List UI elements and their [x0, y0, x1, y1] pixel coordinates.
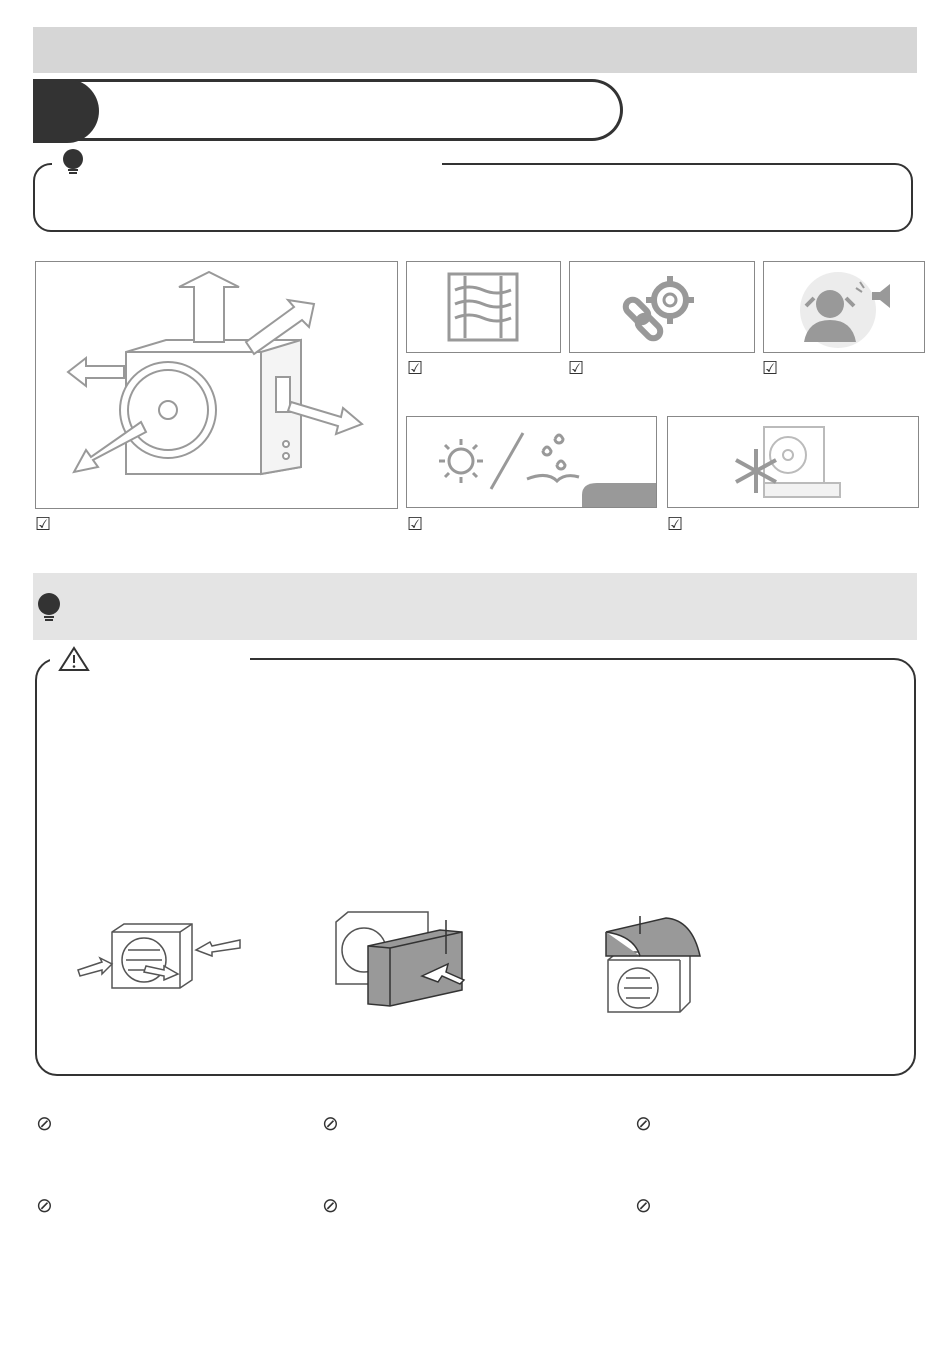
checkbox-checked-icon: ☑ [762, 358, 779, 379]
section-title-frame [33, 79, 623, 141]
noise-person-icon [764, 262, 924, 352]
clearance-illustration-panel [35, 261, 398, 509]
outdoor-unit-clearance-illustration [36, 262, 397, 508]
prohibited-icon: ⊘ [635, 1111, 652, 1135]
checkbox-checked-icon: ☑ [667, 514, 684, 535]
checkbox-checked-icon: ☑ [35, 514, 52, 535]
covered-unit-illustration [600, 912, 710, 1018]
curtain-wind-icon [407, 262, 560, 352]
lightbulb-icon [60, 148, 86, 176]
secure-mounting-panel [569, 261, 755, 353]
warning-triangle-icon [58, 646, 90, 672]
checkbox-checked-icon: ☑ [407, 358, 424, 379]
snow-panel [667, 416, 919, 508]
lightbulb-icon [36, 592, 62, 622]
sun-rain-panel [406, 416, 657, 508]
obstructed-unit-illustration [330, 908, 470, 1010]
prohibited-icon: ⊘ [635, 1193, 652, 1217]
gear-chain-icon [570, 262, 754, 352]
checkbox-checked-icon: ☑ [568, 358, 585, 379]
caution-box [35, 658, 916, 1076]
snow-outdoor-unit-icon [668, 417, 918, 507]
header-bar [33, 27, 917, 73]
airflow-unit-illustration [72, 920, 252, 990]
noise-panel [763, 261, 925, 353]
prohibited-icon: ⊘ [322, 1193, 339, 1217]
note-band [33, 573, 917, 640]
checkbox-checked-icon: ☑ [407, 514, 424, 535]
sun-rain-icon [407, 417, 656, 507]
prohibited-icon: ⊘ [36, 1111, 53, 1135]
prohibited-icon: ⊘ [36, 1193, 53, 1217]
tip-box [33, 163, 913, 232]
section-number-block [33, 79, 99, 143]
wind-obstacle-panel [406, 261, 561, 353]
prohibited-icon: ⊘ [322, 1111, 339, 1135]
